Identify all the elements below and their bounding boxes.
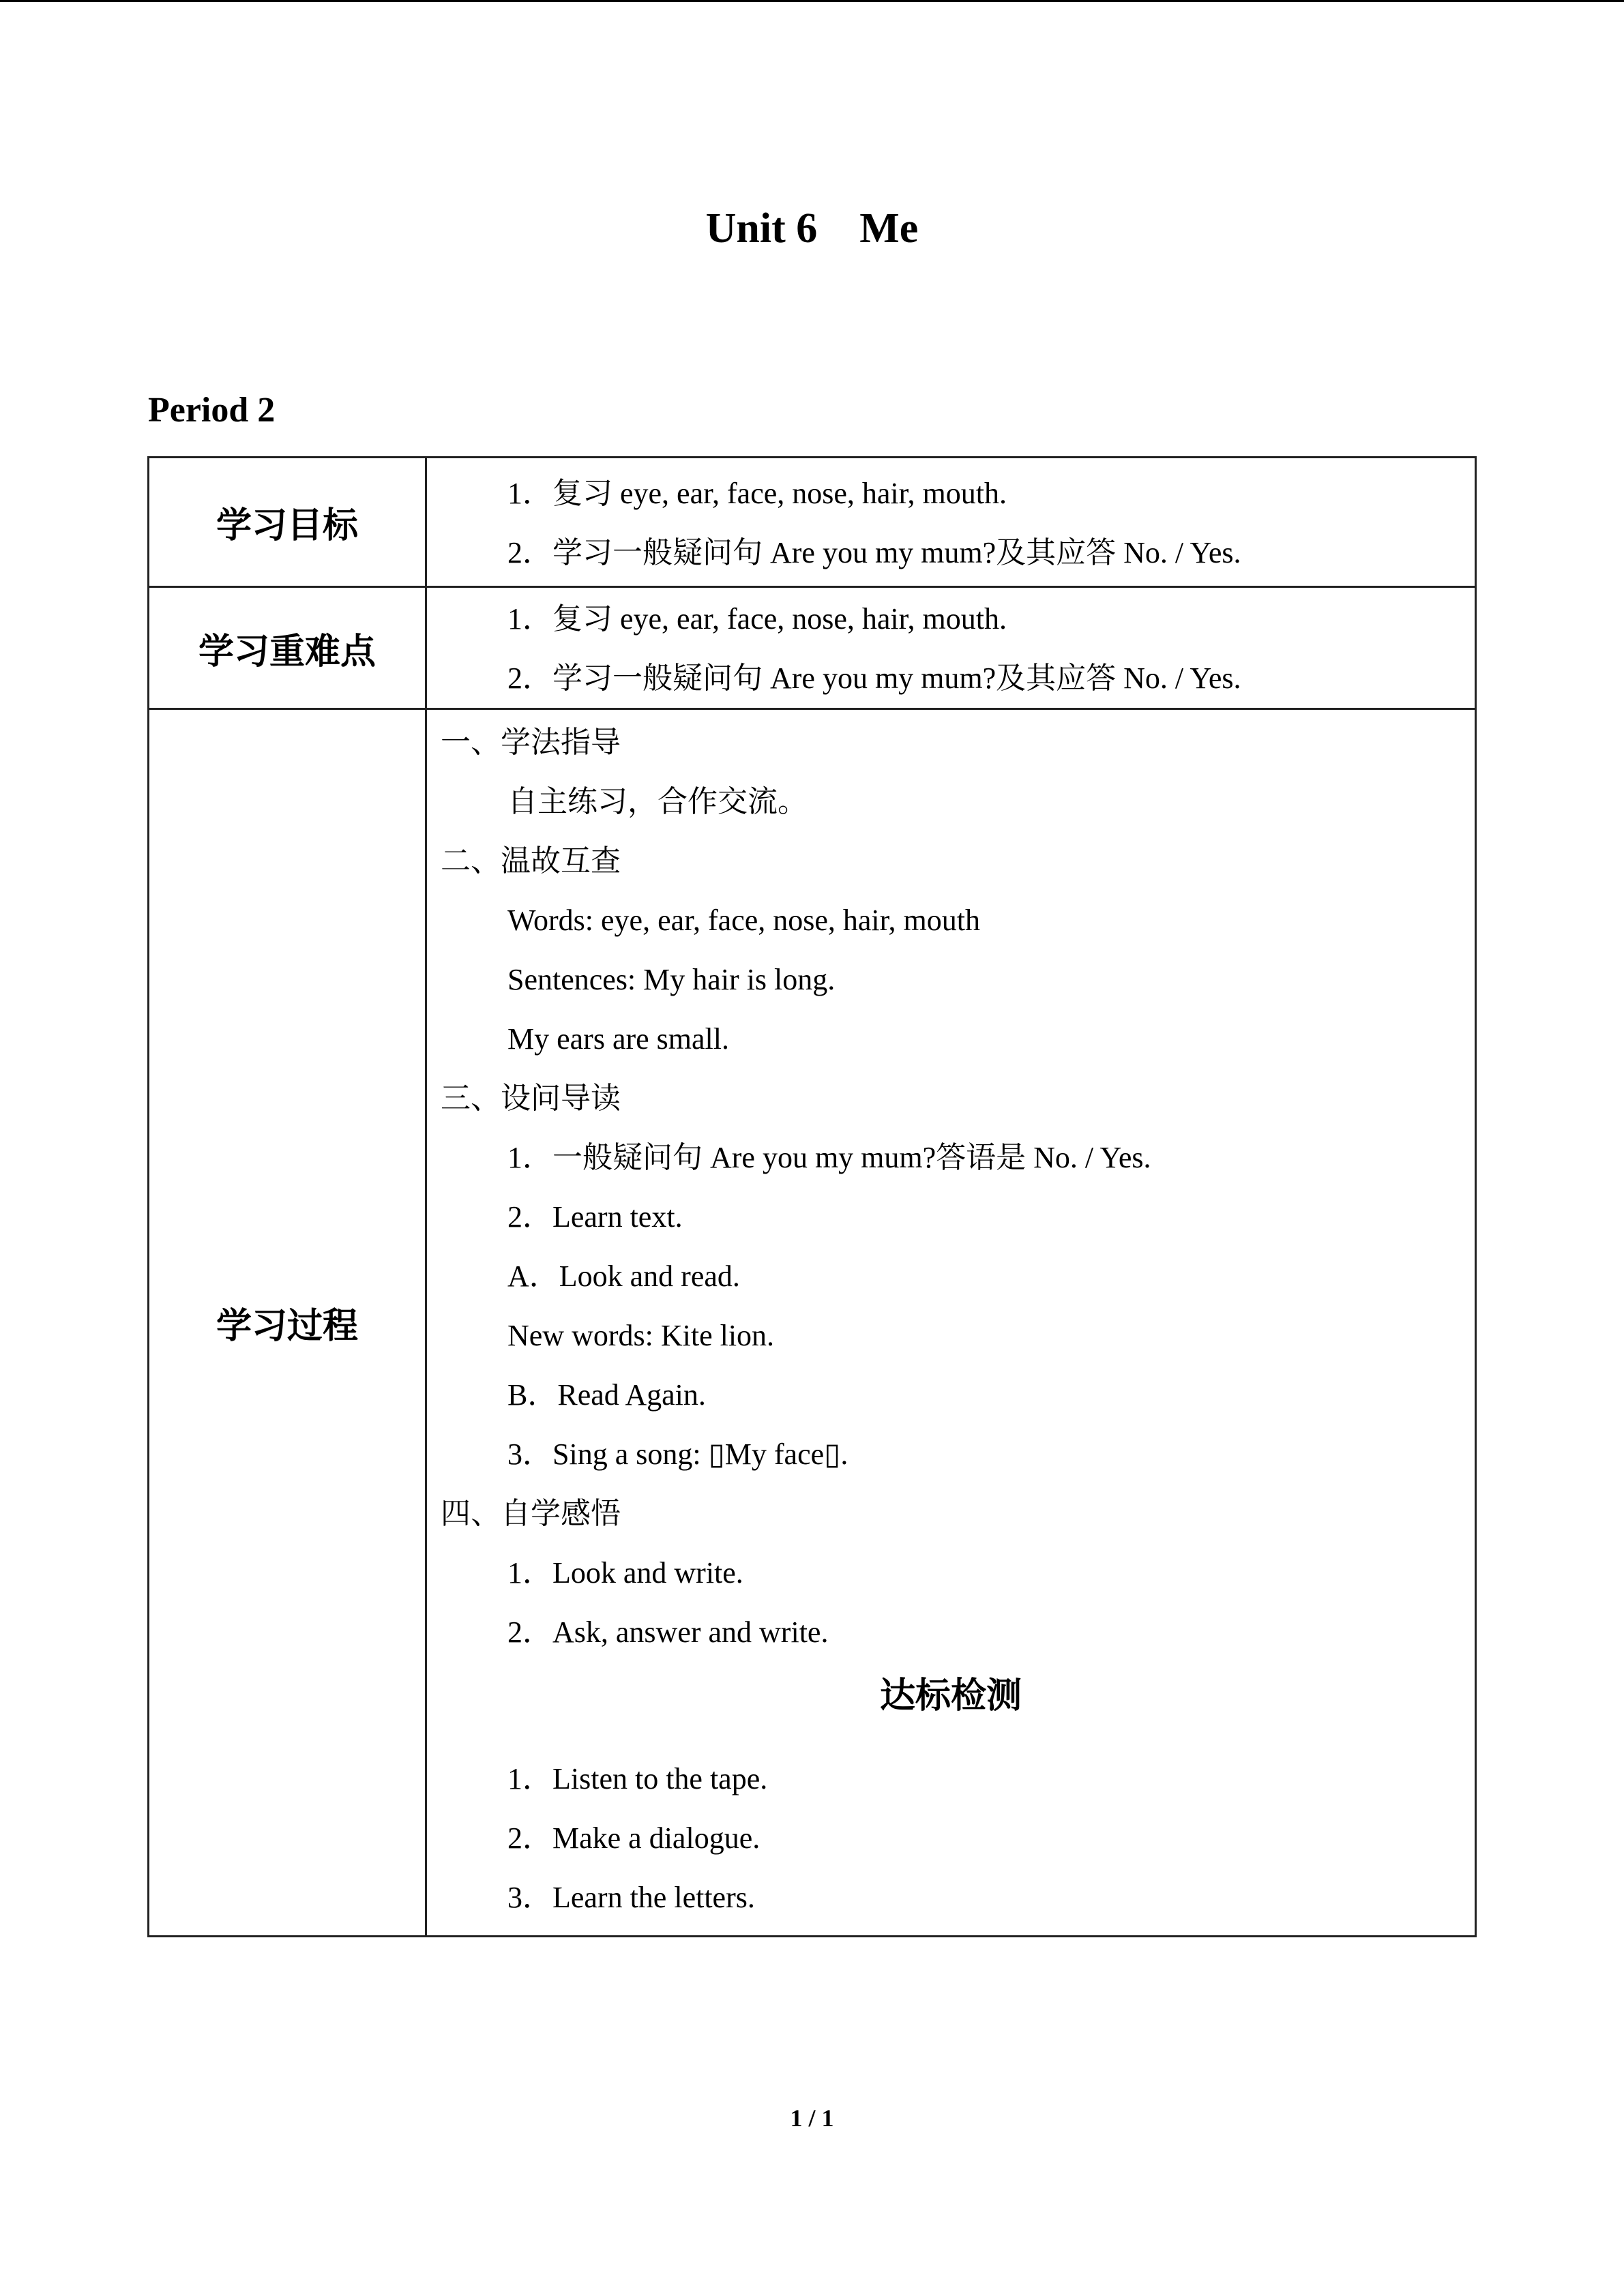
key-points-line-2: 2．学习一般疑问句 Are you my mum?及其应答 No. / Yes.: [507, 661, 1241, 695]
section1-title: 一、学法指导: [441, 726, 621, 759]
section4-title: 四、自学感悟: [441, 1497, 621, 1530]
section4-line-2: 2．Ask, answer and write.: [507, 1615, 829, 1649]
key-points-line-1: 1．复习 eye, ear, face, nose, hair, mouth.: [507, 602, 1007, 636]
page-top-rule: [0, 0, 1624, 2]
section3-line-6: 3．Sing a song: ▯My face▯.: [507, 1437, 848, 1471]
assessment-line-3: 3．Learn the letters.: [507, 1881, 755, 1914]
assessment-line-1: 1．Listen to the tape.: [507, 1762, 768, 1795]
section1-line-1: 自主练习，合作交流。: [507, 785, 808, 818]
period-heading: Period 2: [148, 391, 276, 430]
section3-line-5: B．Read Again.: [507, 1378, 706, 1412]
section3-line-1: 1．一般疑问句 Are you my mum?答语是 No. / Yes.: [507, 1141, 1151, 1174]
goals-label: 学习目标: [149, 458, 426, 587]
section3-line-2: 2．Learn text.: [507, 1200, 683, 1234]
section3-line-4: New words: Kite lion.: [507, 1319, 775, 1352]
page-title: Unit 6 Me: [705, 205, 919, 252]
section4-line-1: 1．Look and write.: [507, 1556, 743, 1590]
goals-line-2: 2．学习一般疑问句 Are you my mum?及其应答 No. / Yes.: [507, 536, 1241, 569]
section3-line-3: A．Look and read.: [507, 1259, 740, 1293]
lesson-plan-table: [147, 456, 1477, 1937]
assessment-line-2: 2．Make a dialogue.: [507, 1821, 761, 1855]
section2-line-1: Words: eye, ear, face, nose, hair, mouth: [507, 904, 980, 937]
key-points-label: 学习重难点: [149, 587, 426, 709]
process-label: 学习过程: [149, 709, 426, 1937]
process-row: [149, 709, 1476, 1937]
key-points-content: [426, 587, 1476, 709]
key-points-row: [149, 587, 1476, 709]
goals-content: [426, 458, 1476, 587]
section2-title: 二、温故互查: [441, 844, 621, 878]
assessment-heading: 达标检测: [879, 1675, 1022, 1716]
process-content: [426, 709, 1476, 1937]
page-number: 1 / 1: [790, 2104, 834, 2132]
goals-row: [149, 458, 1476, 587]
section2-line-2: Sentences: My hair is long.: [507, 963, 836, 996]
goals-line-1: 1．复习 eye, ear, face, nose, hair, mouth.: [507, 477, 1007, 510]
section3-title: 三、设问导读: [441, 1082, 621, 1115]
section2-line-3: My ears are small.: [507, 1022, 729, 1056]
